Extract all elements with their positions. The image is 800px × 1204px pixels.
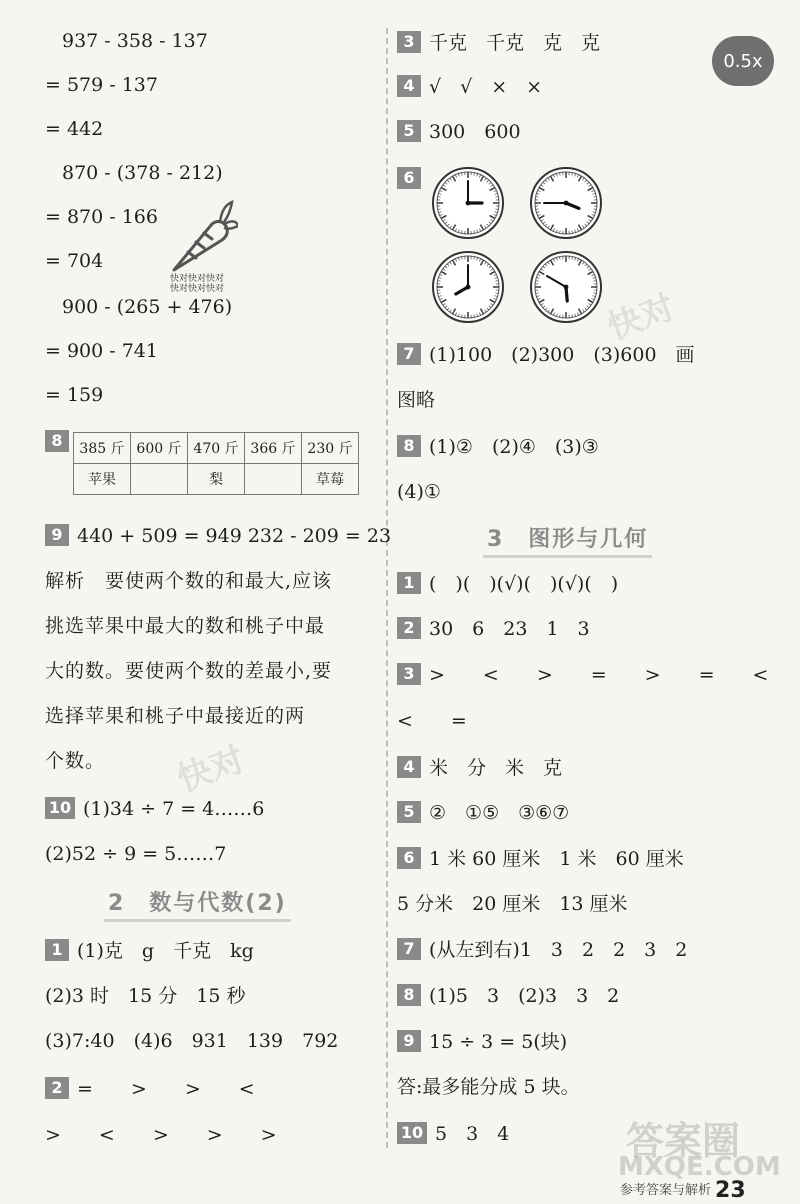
playback-speed-badge[interactable]: 0.5x <box>712 36 774 86</box>
answer-text: 300 600 <box>429 121 521 143</box>
question-7 <box>397 342 695 368</box>
column-divider <box>386 28 388 1148</box>
question-number: 8 <box>397 435 421 457</box>
answer-line: (2)52 ÷ 9 = 5……7 <box>45 843 227 865</box>
question-number: 3 <box>397 31 421 53</box>
answer-line: > < > > > <box>45 1124 277 1146</box>
question-number: 10 <box>397 1122 427 1144</box>
answer-text: 5 3 4 <box>435 1123 510 1145</box>
question-4 <box>397 74 542 100</box>
calc-line: = 579 - 137 <box>45 74 158 96</box>
left-column <box>0 0 392 1204</box>
question-10 <box>397 1121 509 1147</box>
answer-text: = > > < <box>77 1078 255 1100</box>
answer-text: 440 + 509 = 949 232 - 209 = 23 <box>77 525 392 547</box>
table-cell <box>131 464 188 495</box>
question-number: 7 <box>397 938 421 960</box>
question-1 <box>45 938 254 964</box>
question-7 <box>397 937 687 963</box>
watermark: MXQE.COM <box>618 1152 781 1182</box>
calc-line: = 159 <box>45 384 104 406</box>
answer-line: < = <box>397 710 467 732</box>
section-title: 2 数与代数(2) <box>104 886 291 922</box>
clock-icon <box>529 166 603 240</box>
question-4 <box>397 755 562 781</box>
answer-text: (1)② (2)④ (3)③ <box>429 436 599 458</box>
answer-line: 图略 <box>397 389 436 411</box>
section-title: 3 图形与几何 <box>483 522 652 558</box>
table-cell: 梨 <box>188 464 245 495</box>
question-number: 6 <box>397 847 421 869</box>
question-1 <box>397 571 618 597</box>
answer-text: √ √ × × <box>429 76 543 98</box>
clock-pivot <box>564 201 569 206</box>
question-8 <box>397 434 599 460</box>
question-number: 1 <box>397 572 421 594</box>
question-number: 2 <box>45 1077 69 1099</box>
clock-icon <box>431 166 505 240</box>
carrot-icon <box>166 200 238 276</box>
calc-line: = 870 - 166 <box>45 206 158 228</box>
answer-line: 5 分米 20 厘米 13 厘米 <box>397 893 628 915</box>
calc-line: 937 - 358 - 137 <box>62 30 208 52</box>
analysis-line: 大的数。要使两个数的差最小,要 <box>45 660 333 682</box>
answer-text: 1 米 60 厘米 1 米 60 厘米 <box>429 848 684 870</box>
answer-text: (1)34 ÷ 7 = 4……6 <box>83 798 265 820</box>
answer-text: 米 分 米 克 <box>429 757 563 779</box>
footer-label: 参考答案与解析 <box>620 1183 712 1198</box>
table-cell <box>245 464 302 495</box>
question-10 <box>45 796 264 822</box>
table-row <box>74 433 359 464</box>
question-number: 2 <box>397 617 421 639</box>
clock-icon <box>431 250 505 324</box>
question-number: 1 <box>45 939 69 961</box>
clock-pivot <box>466 285 471 290</box>
table-cell: 385 斤 <box>74 433 131 464</box>
question-5 <box>397 800 569 826</box>
answer-text: (1)克 g 千克 kg <box>77 940 254 962</box>
analysis-line: 个数。 <box>45 750 106 772</box>
answer-line: 答:最多能分成 5 块。 <box>397 1076 580 1098</box>
clock-pivot <box>466 201 471 206</box>
answer-line: (4)① <box>397 481 441 503</box>
question-3 <box>397 662 768 688</box>
table-cell: 230 斤 <box>302 433 359 464</box>
answer-text: > < > = > = < <box>429 664 769 686</box>
question-8 <box>397 983 619 1009</box>
question-6 <box>397 166 429 192</box>
question-9 <box>397 1029 567 1055</box>
table-cell: 苹果 <box>74 464 131 495</box>
analysis-line: 挑选苹果中最大的数和桃子中最 <box>45 615 326 637</box>
question-number: 10 <box>45 797 75 819</box>
answer-line: (3)7:40 (4)6 931 139 792 <box>45 1030 339 1052</box>
clock-icon <box>529 250 603 324</box>
question-2 <box>45 1076 255 1102</box>
table-cell: 草莓 <box>302 464 359 495</box>
table-cell: 470 斤 <box>188 433 245 464</box>
table-cell: 366 斤 <box>245 433 302 464</box>
question-number: 9 <box>397 1030 421 1052</box>
answer-text: 15 ÷ 3 = 5(块) <box>429 1031 568 1053</box>
table-row <box>74 464 359 495</box>
question-number: 5 <box>397 801 421 823</box>
clock-pivot <box>564 285 569 290</box>
page-number: 23 <box>715 1178 746 1203</box>
right-column <box>397 0 800 1204</box>
question-number: 6 <box>397 167 421 189</box>
question-3 <box>397 30 600 56</box>
question-number: 4 <box>397 75 421 97</box>
answer-text: (从左到右)1 3 2 2 3 2 <box>429 939 688 961</box>
calc-line: 870 - (378 - 212) <box>62 162 223 184</box>
watermark: 快对 <box>602 287 680 349</box>
page-footer <box>620 1178 746 1203</box>
analysis-line: 解析 要使两个数的和最大,应该 <box>45 570 333 592</box>
question-number: 8 <box>397 984 421 1006</box>
answer-text: 千克 千克 克 克 <box>429 32 601 54</box>
carrot-caption: 快对快对快对 快对快对快对 <box>170 274 225 294</box>
question-number: 4 <box>397 756 421 778</box>
answer-text: 30 6 23 1 3 <box>429 618 590 640</box>
question-number: 8 <box>45 430 69 452</box>
question-number: 5 <box>397 120 421 142</box>
answer-text: (1)100 (2)300 (3)600 画 <box>429 344 695 366</box>
calc-line: = 704 <box>45 250 104 272</box>
answer-text: ( )( )(√)( )(√)( ) <box>429 573 619 595</box>
calc-line: = 900 - 741 <box>45 340 158 362</box>
table-cell: 600 斤 <box>131 433 188 464</box>
question-9 <box>45 523 391 549</box>
analysis-line: 选择苹果和桃子中最接近的两 <box>45 705 306 727</box>
answer-text: (1)5 3 (2)3 3 2 <box>429 985 620 1007</box>
calc-line: 900 - (265 + 476) <box>62 296 233 318</box>
answer-line: (2)3 时 15 分 15 秒 <box>45 985 246 1007</box>
question-number: 3 <box>397 663 421 685</box>
question-5 <box>397 119 521 145</box>
watermark: 快对 <box>172 739 250 801</box>
calc-line: = 442 <box>45 118 104 140</box>
weight-table <box>73 432 359 495</box>
question-number: 7 <box>397 343 421 365</box>
question-2 <box>397 616 590 642</box>
watermark: 答案圈 <box>626 1119 741 1163</box>
question-number: 9 <box>45 524 69 546</box>
answer-text: ② ①⑤ ③⑥⑦ <box>429 802 570 824</box>
question-6 <box>397 846 684 872</box>
